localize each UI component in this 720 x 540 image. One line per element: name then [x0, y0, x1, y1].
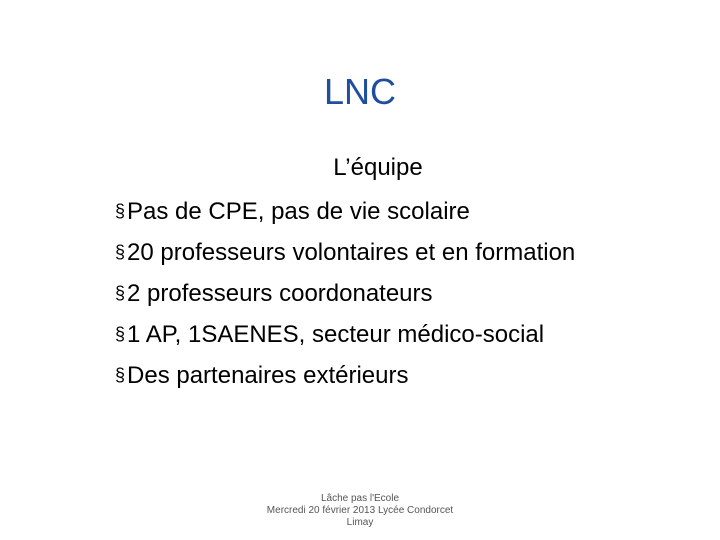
- bullet-text: Des partenaires extérieurs: [127, 362, 409, 389]
- bullet-item: [115, 319, 635, 350]
- bullet-text: 20 professeurs volontaires et en formation: [127, 239, 576, 266]
- subtitle-text: L’équipe: [333, 154, 423, 181]
- bullet-item: [115, 278, 635, 309]
- square-bullet-icon: §: [115, 283, 126, 303]
- slide-subtitle: [0, 152, 720, 184]
- bullet-list: [115, 196, 635, 401]
- square-bullet-icon: §: [115, 324, 126, 344]
- square-bullet-icon: §: [115, 242, 126, 262]
- bullet-item: [115, 360, 635, 391]
- slide-title: LNC: [323, 71, 397, 112]
- footer-line-2: Mercredi 20 février 2013 Lycée Condorcet: [266, 505, 454, 516]
- bullet-item: [115, 237, 635, 268]
- bullet-text: 1 AP, 1SAENES, secteur médico-social: [127, 321, 545, 348]
- bullet-item: [115, 196, 635, 227]
- bullet-text: Pas de CPE, pas de vie scolaire: [127, 198, 470, 225]
- square-bullet-icon: §: [115, 201, 126, 221]
- square-bullet-icon: §: [115, 365, 126, 385]
- slide-footer: [0, 493, 720, 529]
- footer-line-3: Limay: [346, 517, 374, 528]
- bullet-text: 2 professeurs coordonateurs: [127, 280, 433, 307]
- footer-line-1: Lâche pas l'Ecole: [320, 493, 400, 504]
